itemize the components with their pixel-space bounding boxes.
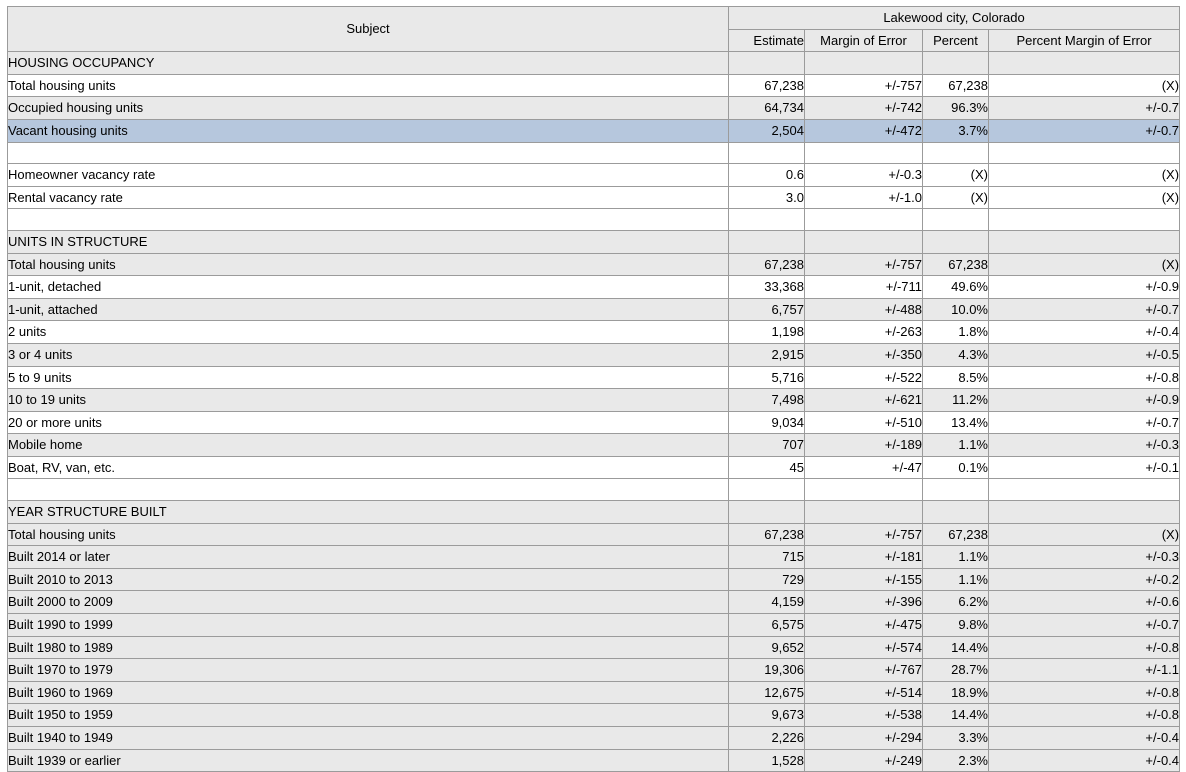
- row-percent: [923, 142, 989, 164]
- row-percent: 67,238: [923, 253, 989, 276]
- row-estimate: 67,238: [729, 523, 805, 546]
- row-estimate: [729, 142, 805, 164]
- table-row[interactable]: [8, 142, 1180, 164]
- row-estimate: 7,498: [729, 389, 805, 412]
- row-margin-of-error: +/-189: [805, 434, 923, 457]
- row-estimate: 1,528: [729, 749, 805, 772]
- table-row[interactable]: [8, 659, 1180, 682]
- column-header-margin-of-error: Margin of Error: [805, 29, 923, 52]
- column-header-percent-margin-of-error: Percent Margin of Error: [989, 29, 1180, 52]
- row-margin-of-error: +/-767: [805, 659, 923, 682]
- row-percent-margin-of-error: +/-0.8: [989, 636, 1180, 659]
- row-percent-margin-of-error: +/-0.8: [989, 681, 1180, 704]
- table-row[interactable]: [8, 456, 1180, 479]
- table-row[interactable]: [8, 253, 1180, 276]
- table-row[interactable]: [8, 681, 1180, 704]
- row-percent: 28.7%: [923, 659, 989, 682]
- table-row[interactable]: [8, 119, 1180, 142]
- row-label: Built 2014 or later: [8, 546, 729, 569]
- row-label: Boat, RV, van, etc.: [8, 456, 729, 479]
- row-percent-margin-of-error: +/-0.9: [989, 389, 1180, 412]
- row-margin-of-error: [805, 52, 923, 75]
- row-estimate: 2,915: [729, 343, 805, 366]
- table-row[interactable]: [8, 614, 1180, 637]
- table-row[interactable]: [8, 568, 1180, 591]
- table-row[interactable]: [8, 704, 1180, 727]
- row-estimate: [729, 479, 805, 501]
- row-margin-of-error: +/-396: [805, 591, 923, 614]
- row-percent-margin-of-error: [989, 479, 1180, 501]
- row-percent: 8.5%: [923, 366, 989, 389]
- row-estimate: 6,575: [729, 614, 805, 637]
- row-percent-margin-of-error: (X): [989, 523, 1180, 546]
- row-estimate: 19,306: [729, 659, 805, 682]
- table-row[interactable]: [8, 411, 1180, 434]
- table-row[interactable]: [8, 479, 1180, 501]
- row-percent-margin-of-error: [989, 142, 1180, 164]
- column-header-percent: Percent: [923, 29, 989, 52]
- row-percent-margin-of-error: (X): [989, 164, 1180, 187]
- row-margin-of-error: +/-621: [805, 389, 923, 412]
- row-estimate: 2,504: [729, 119, 805, 142]
- row-margin-of-error: +/-711: [805, 276, 923, 299]
- row-percent-margin-of-error: [989, 230, 1180, 253]
- row-percent-margin-of-error: +/-0.4: [989, 727, 1180, 750]
- row-estimate: 3.0: [729, 186, 805, 209]
- row-margin-of-error: +/-574: [805, 636, 923, 659]
- row-margin-of-error: +/-472: [805, 119, 923, 142]
- row-percent-margin-of-error: +/-0.4: [989, 749, 1180, 772]
- table-row[interactable]: [8, 230, 1180, 253]
- row-estimate: 707: [729, 434, 805, 457]
- table-header: [8, 7, 1180, 52]
- row-percent: 2.3%: [923, 749, 989, 772]
- row-margin-of-error: +/-47: [805, 456, 923, 479]
- row-label: 5 to 9 units: [8, 366, 729, 389]
- row-estimate: 45: [729, 456, 805, 479]
- row-estimate: 67,238: [729, 74, 805, 97]
- row-margin-of-error: +/-475: [805, 614, 923, 637]
- row-percent-margin-of-error: [989, 52, 1180, 75]
- row-margin-of-error: +/-181: [805, 546, 923, 569]
- row-margin-of-error: [805, 209, 923, 231]
- row-percent: [923, 230, 989, 253]
- row-percent: 14.4%: [923, 704, 989, 727]
- table-row[interactable]: [8, 164, 1180, 187]
- row-estimate: [729, 209, 805, 231]
- row-estimate: 6,757: [729, 298, 805, 321]
- row-percent-margin-of-error: +/-0.7: [989, 411, 1180, 434]
- row-percent: (X): [923, 164, 989, 187]
- row-estimate: [729, 230, 805, 253]
- row-estimate: 715: [729, 546, 805, 569]
- geography-header: Lakewood city, Colorado: [729, 7, 1180, 30]
- row-percent-margin-of-error: (X): [989, 74, 1180, 97]
- row-percent: 4.3%: [923, 343, 989, 366]
- row-margin-of-error: +/-510: [805, 411, 923, 434]
- row-margin-of-error: [805, 479, 923, 501]
- table-row[interactable]: [8, 636, 1180, 659]
- row-percent: 1.1%: [923, 546, 989, 569]
- row-percent: (X): [923, 186, 989, 209]
- row-percent: [923, 52, 989, 75]
- table-row[interactable]: [8, 727, 1180, 750]
- row-margin-of-error: [805, 142, 923, 164]
- row-label: 20 or more units: [8, 411, 729, 434]
- row-percent: 1.1%: [923, 434, 989, 457]
- row-label: Mobile home: [8, 434, 729, 457]
- row-margin-of-error: +/-249: [805, 749, 923, 772]
- row-label: [8, 479, 729, 501]
- row-percent: 67,238: [923, 523, 989, 546]
- row-percent: 9.8%: [923, 614, 989, 637]
- row-label: 3 or 4 units: [8, 343, 729, 366]
- row-estimate: 64,734: [729, 97, 805, 120]
- table-row[interactable]: [8, 749, 1180, 772]
- row-percent: 3.3%: [923, 727, 989, 750]
- row-percent: 11.2%: [923, 389, 989, 412]
- row-percent: 1.1%: [923, 568, 989, 591]
- row-margin-of-error: +/-350: [805, 343, 923, 366]
- table-row[interactable]: [8, 52, 1180, 75]
- row-percent-margin-of-error: +/-0.6: [989, 591, 1180, 614]
- row-label: Homeowner vacancy rate: [8, 164, 729, 187]
- table-row[interactable]: [8, 389, 1180, 412]
- row-percent: 13.4%: [923, 411, 989, 434]
- row-percent-margin-of-error: [989, 209, 1180, 231]
- column-header-subject: Subject: [8, 7, 729, 52]
- row-estimate: 2,226: [729, 727, 805, 750]
- row-estimate: 12,675: [729, 681, 805, 704]
- table-row[interactable]: [8, 321, 1180, 344]
- row-label: Built 1950 to 1959: [8, 704, 729, 727]
- row-margin-of-error: +/-263: [805, 321, 923, 344]
- row-estimate: 729: [729, 568, 805, 591]
- row-percent-margin-of-error: [989, 501, 1180, 524]
- row-label: Occupied housing units: [8, 97, 729, 120]
- column-header-estimate: Estimate: [729, 29, 805, 52]
- row-estimate: 9,673: [729, 704, 805, 727]
- row-percent-margin-of-error: +/-0.2: [989, 568, 1180, 591]
- row-percent-margin-of-error: +/-0.3: [989, 434, 1180, 457]
- row-percent-margin-of-error: (X): [989, 186, 1180, 209]
- row-percent-margin-of-error: (X): [989, 253, 1180, 276]
- row-estimate: 33,368: [729, 276, 805, 299]
- table-row[interactable]: [8, 546, 1180, 569]
- row-label: Total housing units: [8, 74, 729, 97]
- row-label: [8, 209, 729, 231]
- acs-housing-table: [7, 6, 1180, 772]
- row-label: HOUSING OCCUPANCY: [8, 52, 729, 75]
- row-label: Total housing units: [8, 253, 729, 276]
- row-estimate: [729, 52, 805, 75]
- row-percent-margin-of-error: +/-0.8: [989, 704, 1180, 727]
- row-percent-margin-of-error: +/-0.7: [989, 97, 1180, 120]
- row-label: Built 1960 to 1969: [8, 681, 729, 704]
- row-estimate: 0.6: [729, 164, 805, 187]
- row-percent: [923, 501, 989, 524]
- row-label: Built 2010 to 2013: [8, 568, 729, 591]
- header-row-geography: [8, 7, 1180, 30]
- row-margin-of-error: +/-514: [805, 681, 923, 704]
- row-percent-margin-of-error: +/-0.3: [989, 546, 1180, 569]
- row-label: 1-unit, detached: [8, 276, 729, 299]
- row-margin-of-error: +/-294: [805, 727, 923, 750]
- table-row[interactable]: [8, 343, 1180, 366]
- row-margin-of-error: +/-757: [805, 523, 923, 546]
- row-label: Rental vacancy rate: [8, 186, 729, 209]
- row-margin-of-error: +/-742: [805, 97, 923, 120]
- table-row[interactable]: [8, 74, 1180, 97]
- row-label: [8, 142, 729, 164]
- table-row[interactable]: [8, 434, 1180, 457]
- row-percent: [923, 479, 989, 501]
- row-label: Built 1970 to 1979: [8, 659, 729, 682]
- row-estimate: 4,159: [729, 591, 805, 614]
- row-margin-of-error: +/-1.0: [805, 186, 923, 209]
- row-label: 10 to 19 units: [8, 389, 729, 412]
- row-margin-of-error: +/-522: [805, 366, 923, 389]
- table-row[interactable]: [8, 276, 1180, 299]
- row-estimate: 67,238: [729, 253, 805, 276]
- table-body: [8, 52, 1180, 772]
- row-percent-margin-of-error: +/-0.7: [989, 298, 1180, 321]
- row-percent-margin-of-error: +/-0.4: [989, 321, 1180, 344]
- row-label: 1-unit, attached: [8, 298, 729, 321]
- row-label: 2 units: [8, 321, 729, 344]
- row-label: Total housing units: [8, 523, 729, 546]
- table-row[interactable]: [8, 298, 1180, 321]
- row-label: Built 2000 to 2009: [8, 591, 729, 614]
- row-percent: 3.7%: [923, 119, 989, 142]
- row-label: Built 1940 to 1949: [8, 727, 729, 750]
- row-margin-of-error: +/-538: [805, 704, 923, 727]
- row-label: Built 1939 or earlier: [8, 749, 729, 772]
- row-margin-of-error: +/-0.3: [805, 164, 923, 187]
- row-percent: 0.1%: [923, 456, 989, 479]
- row-margin-of-error: +/-757: [805, 253, 923, 276]
- table-row[interactable]: [8, 366, 1180, 389]
- row-label: Built 1990 to 1999: [8, 614, 729, 637]
- row-label: YEAR STRUCTURE BUILT: [8, 501, 729, 524]
- row-estimate: 9,652: [729, 636, 805, 659]
- row-percent: 6.2%: [923, 591, 989, 614]
- table-row[interactable]: [8, 501, 1180, 524]
- row-margin-of-error: +/-155: [805, 568, 923, 591]
- row-margin-of-error: [805, 230, 923, 253]
- table-row[interactable]: [8, 591, 1180, 614]
- data-table-sheet: [0, 6, 1186, 770]
- table-row[interactable]: [8, 97, 1180, 120]
- row-percent-margin-of-error: +/-0.7: [989, 119, 1180, 142]
- row-estimate: 1,198: [729, 321, 805, 344]
- row-percent: 14.4%: [923, 636, 989, 659]
- row-percent: [923, 209, 989, 231]
- table-row[interactable]: [8, 186, 1180, 209]
- row-percent-margin-of-error: +/-0.9: [989, 276, 1180, 299]
- row-margin-of-error: +/-757: [805, 74, 923, 97]
- row-margin-of-error: [805, 501, 923, 524]
- row-label: Built 1980 to 1989: [8, 636, 729, 659]
- row-percent: 1.8%: [923, 321, 989, 344]
- row-estimate: 9,034: [729, 411, 805, 434]
- row-label: UNITS IN STRUCTURE: [8, 230, 729, 253]
- table-row[interactable]: [8, 209, 1180, 231]
- row-percent: 10.0%: [923, 298, 989, 321]
- table-row[interactable]: [8, 523, 1180, 546]
- row-percent: 49.6%: [923, 276, 989, 299]
- row-label: Vacant housing units: [8, 119, 729, 142]
- row-percent-margin-of-error: +/-0.5: [989, 343, 1180, 366]
- row-percent: 67,238: [923, 74, 989, 97]
- row-percent: 18.9%: [923, 681, 989, 704]
- row-percent-margin-of-error: +/-0.7: [989, 614, 1180, 637]
- row-margin-of-error: +/-488: [805, 298, 923, 321]
- row-estimate: 5,716: [729, 366, 805, 389]
- row-estimate: [729, 501, 805, 524]
- row-percent-margin-of-error: +/-1.1: [989, 659, 1180, 682]
- row-percent-margin-of-error: +/-0.1: [989, 456, 1180, 479]
- row-percent-margin-of-error: +/-0.8: [989, 366, 1180, 389]
- row-percent: 96.3%: [923, 97, 989, 120]
